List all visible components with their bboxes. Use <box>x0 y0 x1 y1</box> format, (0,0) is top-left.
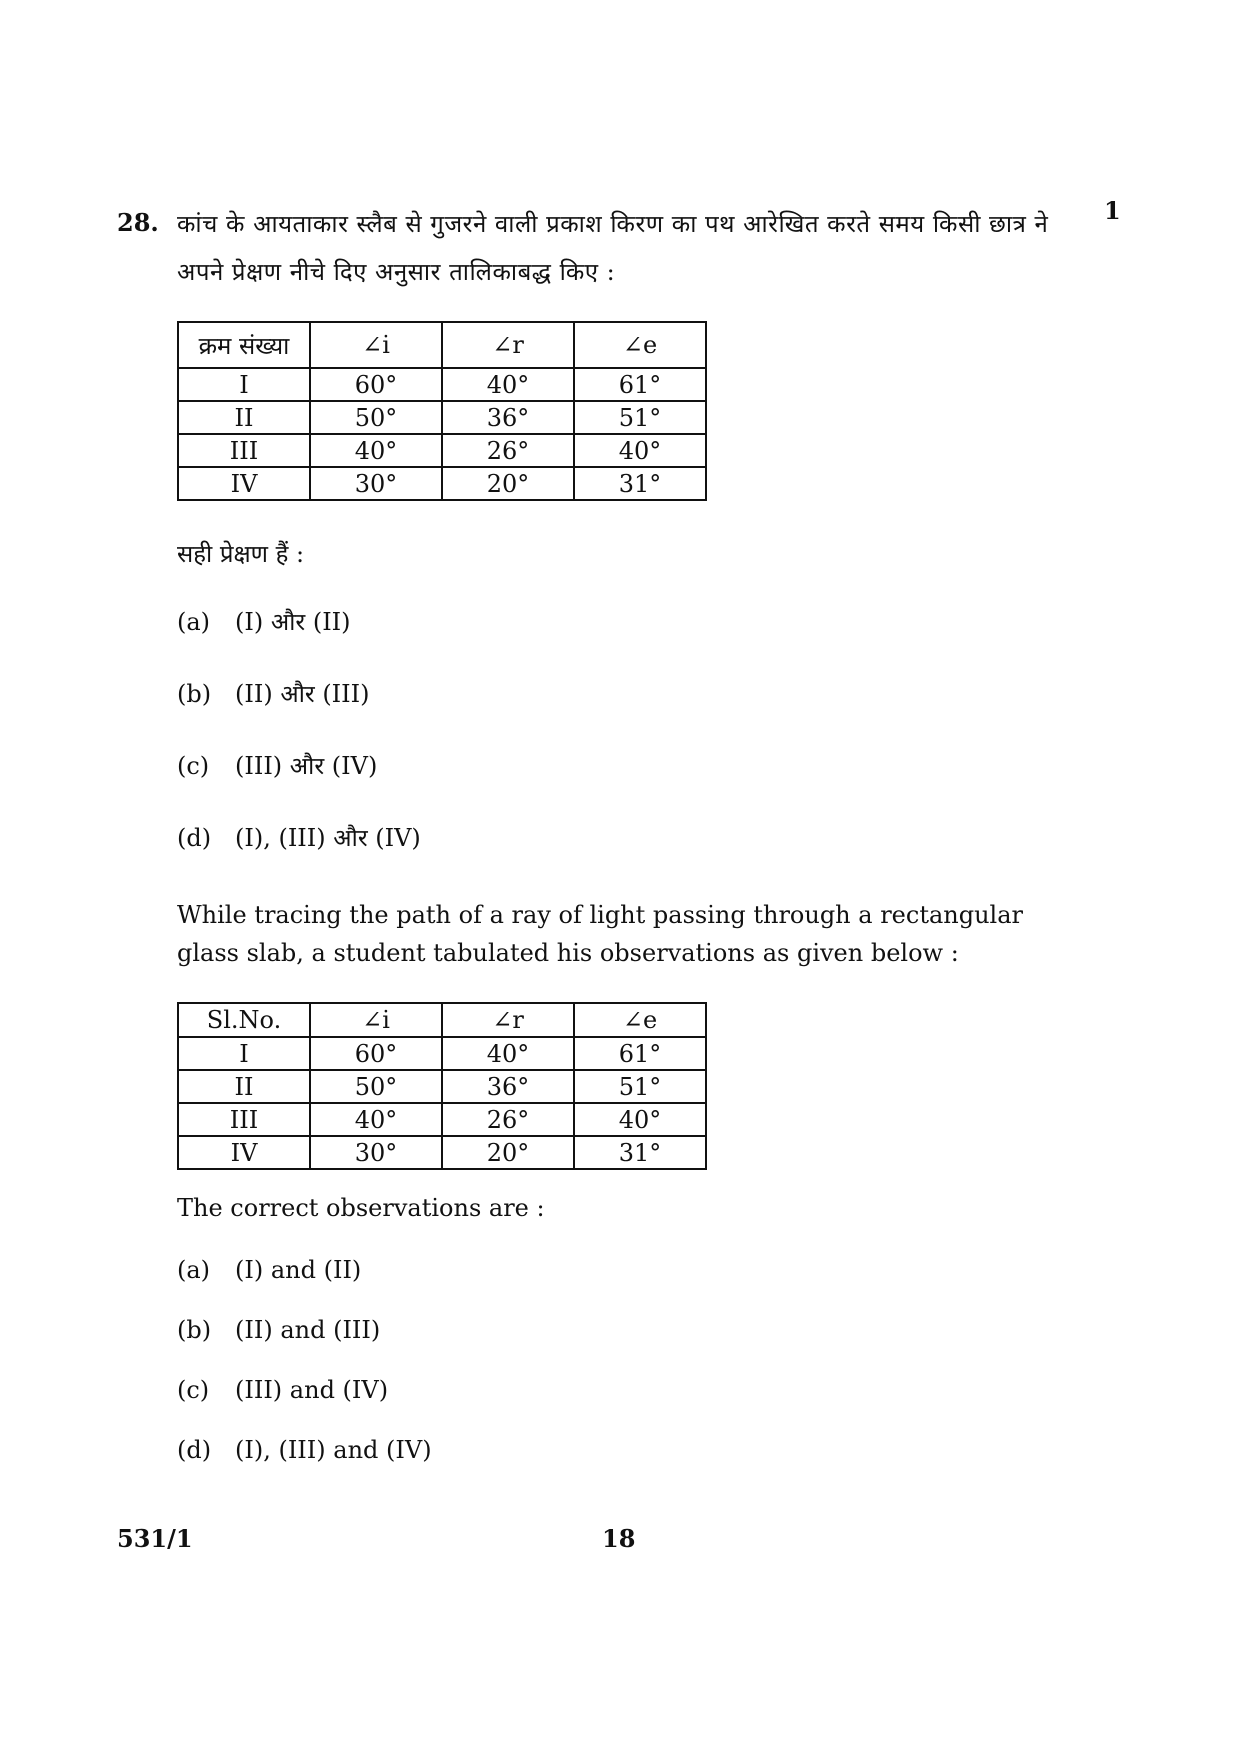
table-cell: I <box>178 1037 310 1070</box>
table-cell: 31° <box>574 467 706 500</box>
table-header-cell: क्रम संख्या <box>178 322 310 368</box>
option-text: (I), (III) और (IV) <box>235 824 421 852</box>
option-a-hindi <box>177 605 351 638</box>
table-row <box>178 434 706 467</box>
option-c-hindi <box>177 749 377 782</box>
table-cell: 40° <box>310 434 442 467</box>
question-marks: 1 <box>1104 196 1121 225</box>
table-cell: 20° <box>442 1136 574 1169</box>
table-cell: IV <box>178 1136 310 1169</box>
option-b-hindi <box>177 677 369 710</box>
table-cell: I <box>178 368 310 401</box>
table-cell: 50° <box>310 1070 442 1103</box>
table-row <box>178 1136 706 1169</box>
prompt-hindi: सही प्रेक्षण हैं : <box>177 540 305 568</box>
table-row <box>178 1070 706 1103</box>
option-a-english <box>177 1256 361 1284</box>
table-cell: 40° <box>310 1103 442 1136</box>
table-cell: III <box>178 1103 310 1136</box>
option-label: (c) <box>177 752 210 780</box>
table-cell: 31° <box>574 1136 706 1169</box>
table-header-cell: ∠r <box>442 322 574 368</box>
table-cell: 61° <box>574 1037 706 1070</box>
table-cell: III <box>178 434 310 467</box>
table-cell: 20° <box>442 467 574 500</box>
option-d-hindi <box>177 821 421 854</box>
table-cell: 26° <box>442 1103 574 1136</box>
table-header-row <box>178 1003 706 1037</box>
table-cell: IV <box>178 467 310 500</box>
table-cell: 60° <box>310 1037 442 1070</box>
observation-table-hindi <box>177 321 707 501</box>
table-cell: 36° <box>442 401 574 434</box>
option-label: (a) <box>177 1256 211 1284</box>
observation-table-english <box>177 1002 707 1170</box>
question-text-hindi: कांच के आयताकार स्लैब से गुजरने वाली प्रकाश किरण का पथ आरेखित करते समय किसी छात्र ने अपने प्रेक्षण नीचे दिए अनुसार तालिकाबद्ध किए : <box>177 210 1049 286</box>
table-row <box>178 368 706 401</box>
option-text: (II) और (III) <box>235 680 370 708</box>
table-cell: 40° <box>574 1103 706 1136</box>
table-header-cell: ∠r <box>442 1003 574 1037</box>
table-cell: 50° <box>310 401 442 434</box>
option-label: (a) <box>177 608 211 636</box>
table-cell: 40° <box>442 1037 574 1070</box>
table-cell: 26° <box>442 434 574 467</box>
option-text: (III) and (IV) <box>235 1376 389 1404</box>
option-text: (I) और (II) <box>235 608 351 636</box>
option-c-english <box>177 1376 388 1404</box>
page-number: 18 <box>602 1524 636 1553</box>
table-header-cell: ∠i <box>310 1003 442 1037</box>
option-label: (c) <box>177 1376 210 1404</box>
prompt-english: The correct observations are : <box>177 1194 545 1222</box>
option-label: (d) <box>177 1436 212 1464</box>
table-cell: 40° <box>574 434 706 467</box>
table-row <box>178 1037 706 1070</box>
table-cell: 51° <box>574 1070 706 1103</box>
table-cell: 30° <box>310 1136 442 1169</box>
option-label: (b) <box>177 1316 212 1344</box>
question-text-english: While tracing the path of a ray of light passing through a rectangular glass slab, a student tabulated his observations as given below : <box>177 901 1024 967</box>
paper-code: 531/1 <box>117 1524 193 1553</box>
table-header-cell: ∠e <box>574 322 706 368</box>
option-text: (II) and (III) <box>235 1316 381 1344</box>
option-b-english <box>177 1316 380 1344</box>
table-cell: 30° <box>310 467 442 500</box>
option-label: (d) <box>177 824 212 852</box>
table-row <box>178 401 706 434</box>
option-text: (III) और (IV) <box>235 752 378 780</box>
table-cell: 40° <box>442 368 574 401</box>
table-header-cell: Sl.No. <box>178 1003 310 1037</box>
table-header-cell: ∠e <box>574 1003 706 1037</box>
table-header-row <box>178 322 706 368</box>
table-row <box>178 1103 706 1136</box>
table-row <box>178 467 706 500</box>
table-cell: II <box>178 401 310 434</box>
table-cell: 36° <box>442 1070 574 1103</box>
option-text: (I), (III) and (IV) <box>235 1436 432 1464</box>
table-cell: 51° <box>574 401 706 434</box>
option-d-english <box>177 1436 432 1464</box>
question-number: 28. <box>117 208 159 237</box>
option-text: (I) and (II) <box>235 1256 362 1284</box>
table-cell: 61° <box>574 368 706 401</box>
table-cell: II <box>178 1070 310 1103</box>
option-label: (b) <box>177 680 212 708</box>
table-header-cell: ∠i <box>310 322 442 368</box>
table-cell: 60° <box>310 368 442 401</box>
